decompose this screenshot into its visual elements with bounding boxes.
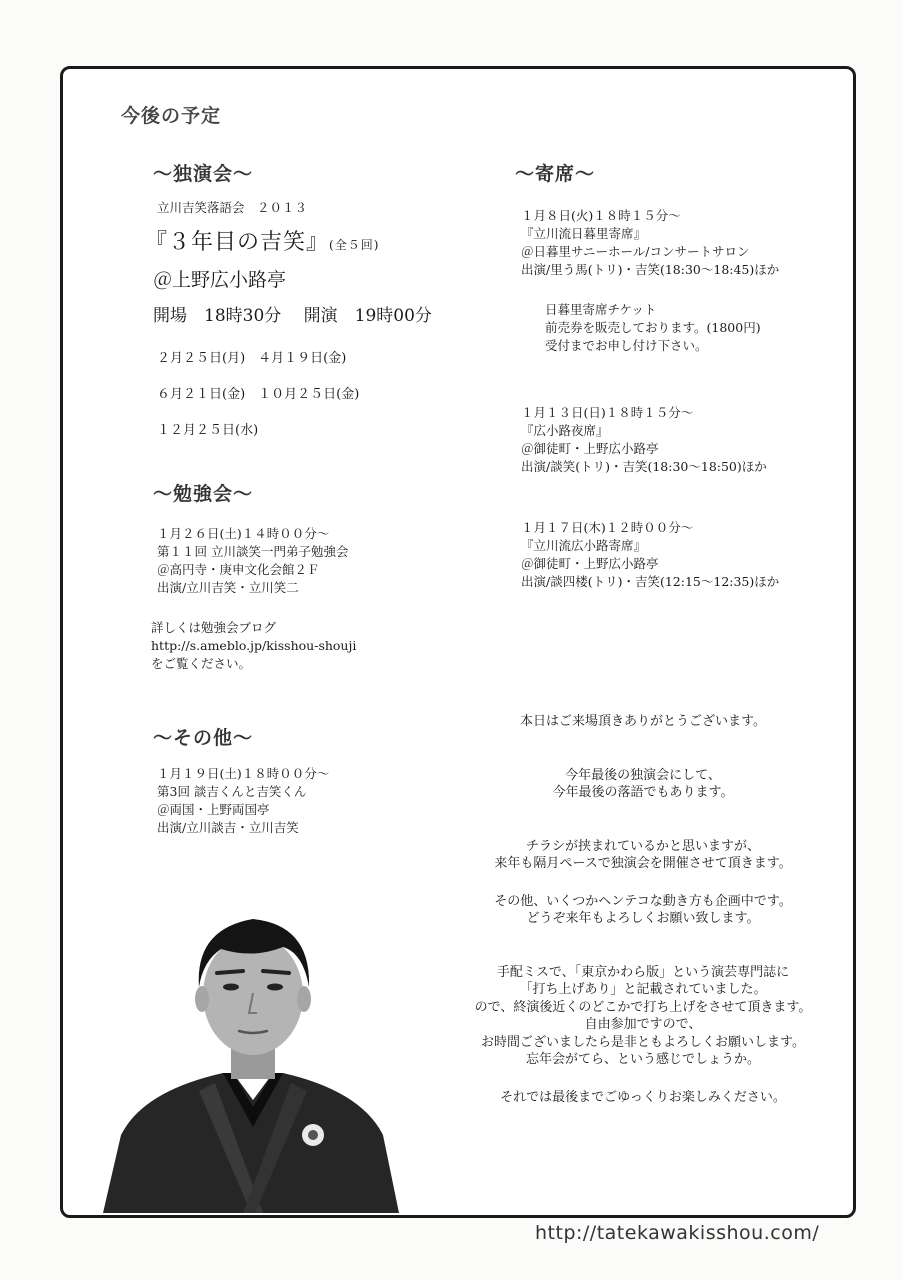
- other-section-title: ～その他～: [153, 727, 254, 749]
- yose-event: [521, 207, 779, 279]
- solo-venue: ＠上野広小路亭: [153, 269, 287, 291]
- blog-line: をご覧ください。: [151, 656, 252, 671]
- yose-ticket-note: [545, 301, 761, 355]
- greeting-message: [433, 713, 853, 1106]
- yose-event: [521, 404, 767, 476]
- solo-date-line: ２月２５日(月) ４月１９日(金): [157, 351, 347, 366]
- message-line: 「打ち上げあり」と記載されていました。: [519, 982, 767, 997]
- solo-date-line: ６月２１日(金) １０月２５日(金): [157, 387, 360, 402]
- study-line: ＠高円寺・庚申文化会館２Ｆ: [157, 562, 320, 577]
- other-details: [157, 765, 329, 837]
- study-section-title: ～勉強会～: [153, 483, 254, 505]
- yose-line: １月１７日(木)１２時００分～: [521, 520, 694, 535]
- yose-line: 出演/談四楼(トリ)・吉笑(12:15～12:35)ほか: [521, 574, 780, 589]
- message-line: ので、終演後近くのどこかで打ち上げをさせて頂きます。: [474, 999, 812, 1015]
- ticket-line: 前売券を販売しております。(1800円): [545, 320, 761, 335]
- study-line: １月２６日(土)１４時００分～: [157, 526, 330, 541]
- blog-line: 詳しくは勉強会ブログ: [151, 620, 277, 635]
- yose-line: 出演/談笑(トリ)・吉笑(18:30～18:50)ほか: [521, 459, 767, 474]
- message-paragraph: [433, 713, 853, 731]
- message-line: 来年も隔月ペースで独演会を開催させて頂きます。: [494, 856, 792, 871]
- yose-line: １月８日(火)１８時１５分～: [521, 208, 681, 223]
- page-title: 今後の予定: [121, 105, 222, 127]
- message-paragraph: [433, 838, 853, 873]
- solo-show-title-text: 『３年目の吉笑』: [145, 230, 330, 255]
- study-details: [157, 525, 348, 597]
- message-line: 自由参加ですので、: [584, 1017, 702, 1032]
- yose-line: １月１３日(日)１８時１５分～: [521, 405, 694, 420]
- study-line: 第１１回 立川談笑一門弟子勉強会: [157, 544, 349, 559]
- yose-line: 『立川流日暮里寄席』: [521, 226, 647, 241]
- yose-line: 『広小路夜席』: [521, 423, 609, 438]
- solo-section-title: ～独演会～: [153, 163, 254, 185]
- other-line: 第3回 談吉くんと吉笑くん: [157, 784, 307, 799]
- yose-line: ＠日暮里サニーホール/コンサートサロン: [521, 244, 750, 259]
- message-line: どうぞ来年もよろしくお願い致します。: [526, 911, 760, 926]
- message-line: チラシが挟まれているかと思いますが、: [525, 838, 760, 854]
- message-line: お時間ございましたら是非ともよろしくお願いします。: [481, 1034, 805, 1050]
- solo-date-line: １２月２５日(水): [157, 423, 259, 438]
- yose-line: 『立川流広小路寄席』: [521, 538, 647, 553]
- yose-line: 出演/里う馬(トリ)・吉笑(18:30～18:45)ほか: [521, 262, 780, 277]
- other-line: 出演/立川談吉・立川吉笑: [157, 820, 299, 835]
- message-paragraph: [433, 767, 853, 802]
- solo-series: 立川吉笑落語会 ２０１３: [157, 200, 308, 215]
- solo-show-note: (全５回): [329, 238, 380, 252]
- flyer-frame: [60, 66, 856, 1218]
- message-line: 手配ミスで、「東京かわら版」という演芸専門誌に: [496, 964, 790, 980]
- study-blog: [151, 619, 356, 673]
- study-line: 出演/立川吉笑・立川笑二: [157, 580, 299, 595]
- solo-times: 開場 18時30分 開演 19時00分: [153, 306, 432, 326]
- message-line: それでは最後までごゆっくりお楽しみください。: [500, 1089, 786, 1105]
- message-line: 忘年会がてら、という感じでしょうか。: [525, 1052, 760, 1067]
- message-line: 今年最後の独演会にして、: [565, 767, 721, 783]
- other-line: ＠両国・上野両国亭: [157, 802, 270, 817]
- message-line: 本日はご来場頂きありがとうございます。: [520, 714, 766, 729]
- yose-line: ＠御徒町・上野広小路亭: [521, 441, 659, 456]
- yose-section-title: ～寄席～: [515, 163, 596, 185]
- ticket-line: 日暮里寄席チケット: [545, 302, 657, 317]
- other-line: １月１９日(土)１８時００分～: [157, 766, 330, 781]
- message-line: 今年最後の落語でもあります。: [552, 785, 734, 800]
- message-paragraph: [433, 964, 853, 1069]
- solo-show-title: [145, 225, 379, 256]
- message-paragraph: [433, 893, 853, 928]
- footer-url[interactable]: http://tatekawakisshou.com/: [535, 1222, 820, 1244]
- message-paragraph: [433, 1089, 853, 1107]
- blog-url: http://s.ameblo.jp/kisshou-shouji: [151, 638, 357, 653]
- ticket-line: 受付までお申し付け下さい。: [545, 338, 708, 353]
- performer-portrait: [103, 895, 403, 1213]
- yose-event: [521, 519, 779, 591]
- message-line: その他、いくつかヘンテコな動き方も企画中です。: [494, 893, 792, 909]
- yose-line: ＠御徒町・上野広小路亭: [521, 556, 659, 571]
